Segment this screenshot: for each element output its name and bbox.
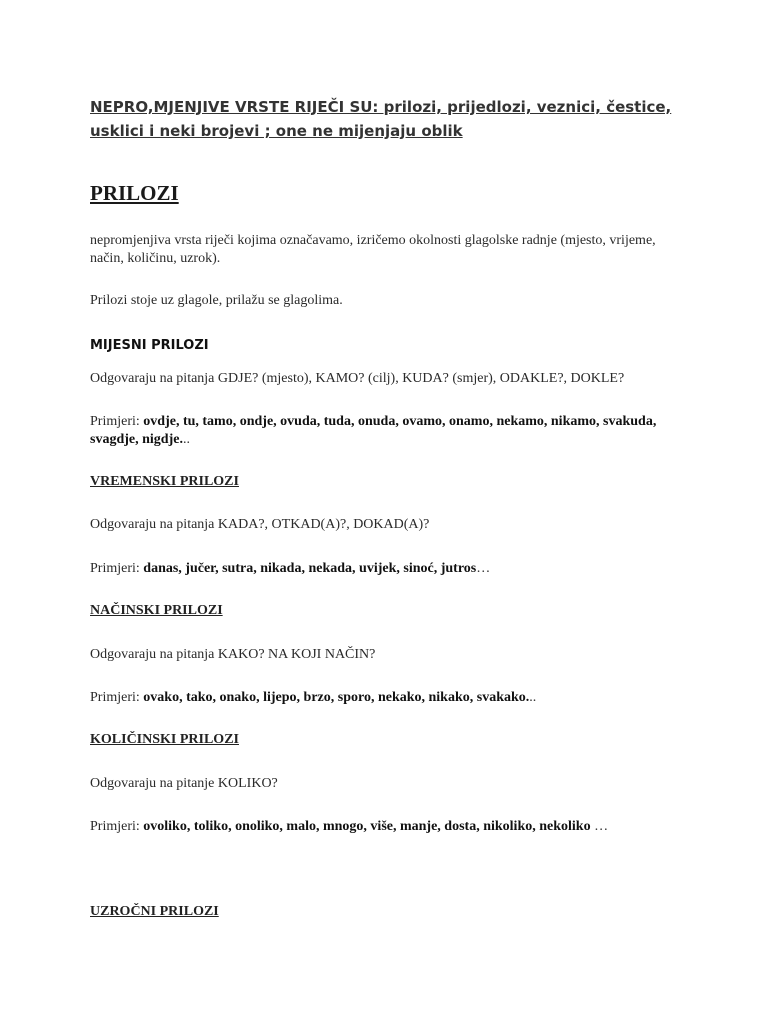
- section-examples-vremenski: Primjeri: danas, jučer, sutra, nikada, nekada, uvijek, sinoć, jutros…: [90, 561, 491, 576]
- section-heading-kolicinski: KOLIČINSKI PRILOZI: [90, 732, 239, 747]
- section-question-kolicinski: Odgovaraju na pitanje KOLIKO?: [90, 776, 278, 791]
- section-heading-uzrocni: UZROČNI PRILOZI: [90, 904, 219, 919]
- section-heading-vremenski: VREMENSKI PRILOZI: [90, 474, 239, 489]
- section-question-nacinski: Odgovaraju na pitanja KAKO? NA KOJI NAČIN?: [90, 647, 376, 662]
- section-heading-mjesni: MIJESNI PRILOZI: [90, 338, 209, 353]
- intro-paragraph: nepromjenjiva vrsta riječi kojima označavamo, izričemo okolnosti glagolske radnje (mjesto, vrijeme, način, količinu, uzrok).: [90, 233, 656, 266]
- section-examples-kolicinski: Primjeri: ovoliko, toliko, onoliko, malo, mnogo, više, manje, dosta, nikoliko, nekoliko …: [90, 819, 609, 834]
- section-examples-nacinski: Primjeri: ovako, tako, onako, lijepo, brzo, sporo, nekako, nikako, svakako...: [90, 690, 537, 705]
- section-question-vremenski: Odgovaraju na pitanja KADA?, OTKAD(A)?, DOKAD(A)?: [90, 517, 430, 532]
- intro-paragraph-2: Prilozi stoje uz glagole, prilažu se glagolima.: [90, 293, 343, 308]
- document-title: NEPRO,MJENJIVE VRSTE RIJEČI SU: prilozi, prijedlozi, veznici, čestice, usklici i neki brojevi ; one ne mijenjaju oblik: [90, 98, 672, 140]
- section-question-mjesni: Odgovaraju na pitanja GDJE? (mjesto), KAMO? (cilj), KUDA? (smjer), ODAKLE?, DOKLE?: [90, 371, 625, 386]
- section-heading-nacinski: NAČINSKI PRILOZI: [90, 603, 223, 618]
- section-examples-mjesni: Primjeri: ovdje, tu, tamo, ondje, ovuda, tuda, onuda, ovamo, onamo, nekamo, nikamo, svakuda, svagdje, nigdje...: [90, 414, 657, 447]
- main-heading: PRILOZI: [90, 181, 179, 205]
